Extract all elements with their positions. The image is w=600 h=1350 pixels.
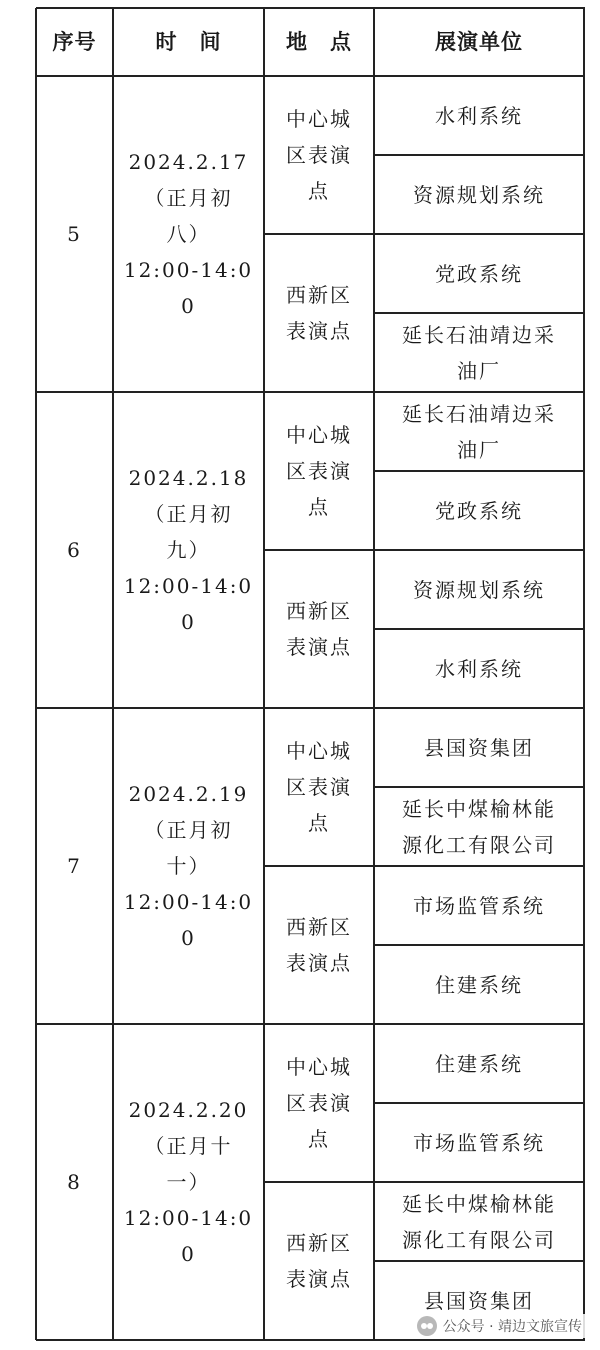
row-index: 6 — [67, 538, 82, 562]
row-unit: 延长中煤榆林能 源化工有限公司 — [402, 1191, 556, 1252]
row-time: 2024.2.17 （正月初 八） 12:00-14:0 0 — [123, 150, 254, 318]
row-place: 中心城 区表演 点 — [286, 423, 352, 519]
row-unit: 延长石油靖边采 油厂 — [402, 401, 556, 462]
row-place: 西新区 表演点 — [286, 1231, 352, 1291]
venue-divider — [264, 233, 585, 235]
watermark-text: 公众号 · 靖边文旅宣传 — [442, 1319, 582, 1335]
column-divider — [112, 8, 114, 1340]
header-divider — [36, 75, 585, 77]
venue-divider — [264, 549, 585, 551]
column-divider — [263, 8, 265, 1340]
table-top-border — [36, 7, 585, 9]
venue-divider — [264, 1181, 585, 1183]
row-place: 西新区 表演点 — [286, 599, 352, 659]
header-index: 序号 — [52, 30, 97, 54]
row-unit: 资源规划系统 — [413, 577, 545, 602]
header-place: 地 点 — [286, 30, 352, 54]
row-unit: 党政系统 — [435, 261, 523, 286]
row-place: 中心城 区表演 点 — [286, 739, 352, 835]
unit-divider — [374, 1260, 585, 1262]
row-place: 西新区 表演点 — [286, 283, 352, 343]
row-unit: 资源规划系统 — [413, 182, 545, 207]
column-divider — [373, 8, 375, 1340]
row-unit: 住建系统 — [435, 972, 523, 997]
row-divider — [36, 1339, 585, 1341]
row-unit: 县国资集团 — [424, 1288, 534, 1313]
unit-divider — [374, 154, 585, 156]
row-unit: 住建系统 — [435, 1051, 523, 1076]
row-time: 2024.2.19 （正月初 十） 12:00-14:0 0 — [123, 782, 254, 950]
row-place: 中心城 区表演 点 — [286, 1055, 352, 1151]
row-time: 2024.2.20 （正月十 一） 12:00-14:0 0 — [123, 1098, 254, 1266]
watermark — [413, 1314, 586, 1338]
unit-divider — [374, 786, 585, 788]
row-index: 8 — [67, 1170, 82, 1194]
unit-divider — [374, 944, 585, 946]
unit-divider — [374, 628, 585, 630]
row-unit: 县国资集团 — [424, 735, 534, 760]
unit-divider — [374, 1102, 585, 1104]
row-unit: 水利系统 — [435, 103, 523, 128]
row-index: 5 — [67, 222, 82, 246]
row-unit: 党政系统 — [435, 498, 523, 523]
row-unit: 延长中煤榆林能 源化工有限公司 — [402, 796, 556, 857]
wechat-icon — [417, 1316, 437, 1336]
row-unit: 市场监管系统 — [413, 1130, 545, 1155]
column-divider — [35, 8, 37, 1340]
row-unit: 市场监管系统 — [413, 893, 545, 918]
unit-divider — [374, 470, 585, 472]
unit-divider — [374, 312, 585, 314]
header-time: 时 间 — [155, 30, 222, 54]
row-unit: 水利系统 — [435, 656, 523, 681]
row-place: 西新区 表演点 — [286, 915, 352, 975]
column-divider — [583, 8, 585, 1340]
row-unit: 延长石油靖边采 油厂 — [402, 322, 556, 383]
venue-divider — [264, 865, 585, 867]
row-index: 7 — [67, 854, 82, 878]
header-unit: 展演单位 — [435, 30, 523, 54]
row-place: 中心城 区表演 点 — [286, 107, 352, 203]
row-time: 2024.2.18 （正月初 九） 12:00-14:0 0 — [123, 466, 254, 634]
